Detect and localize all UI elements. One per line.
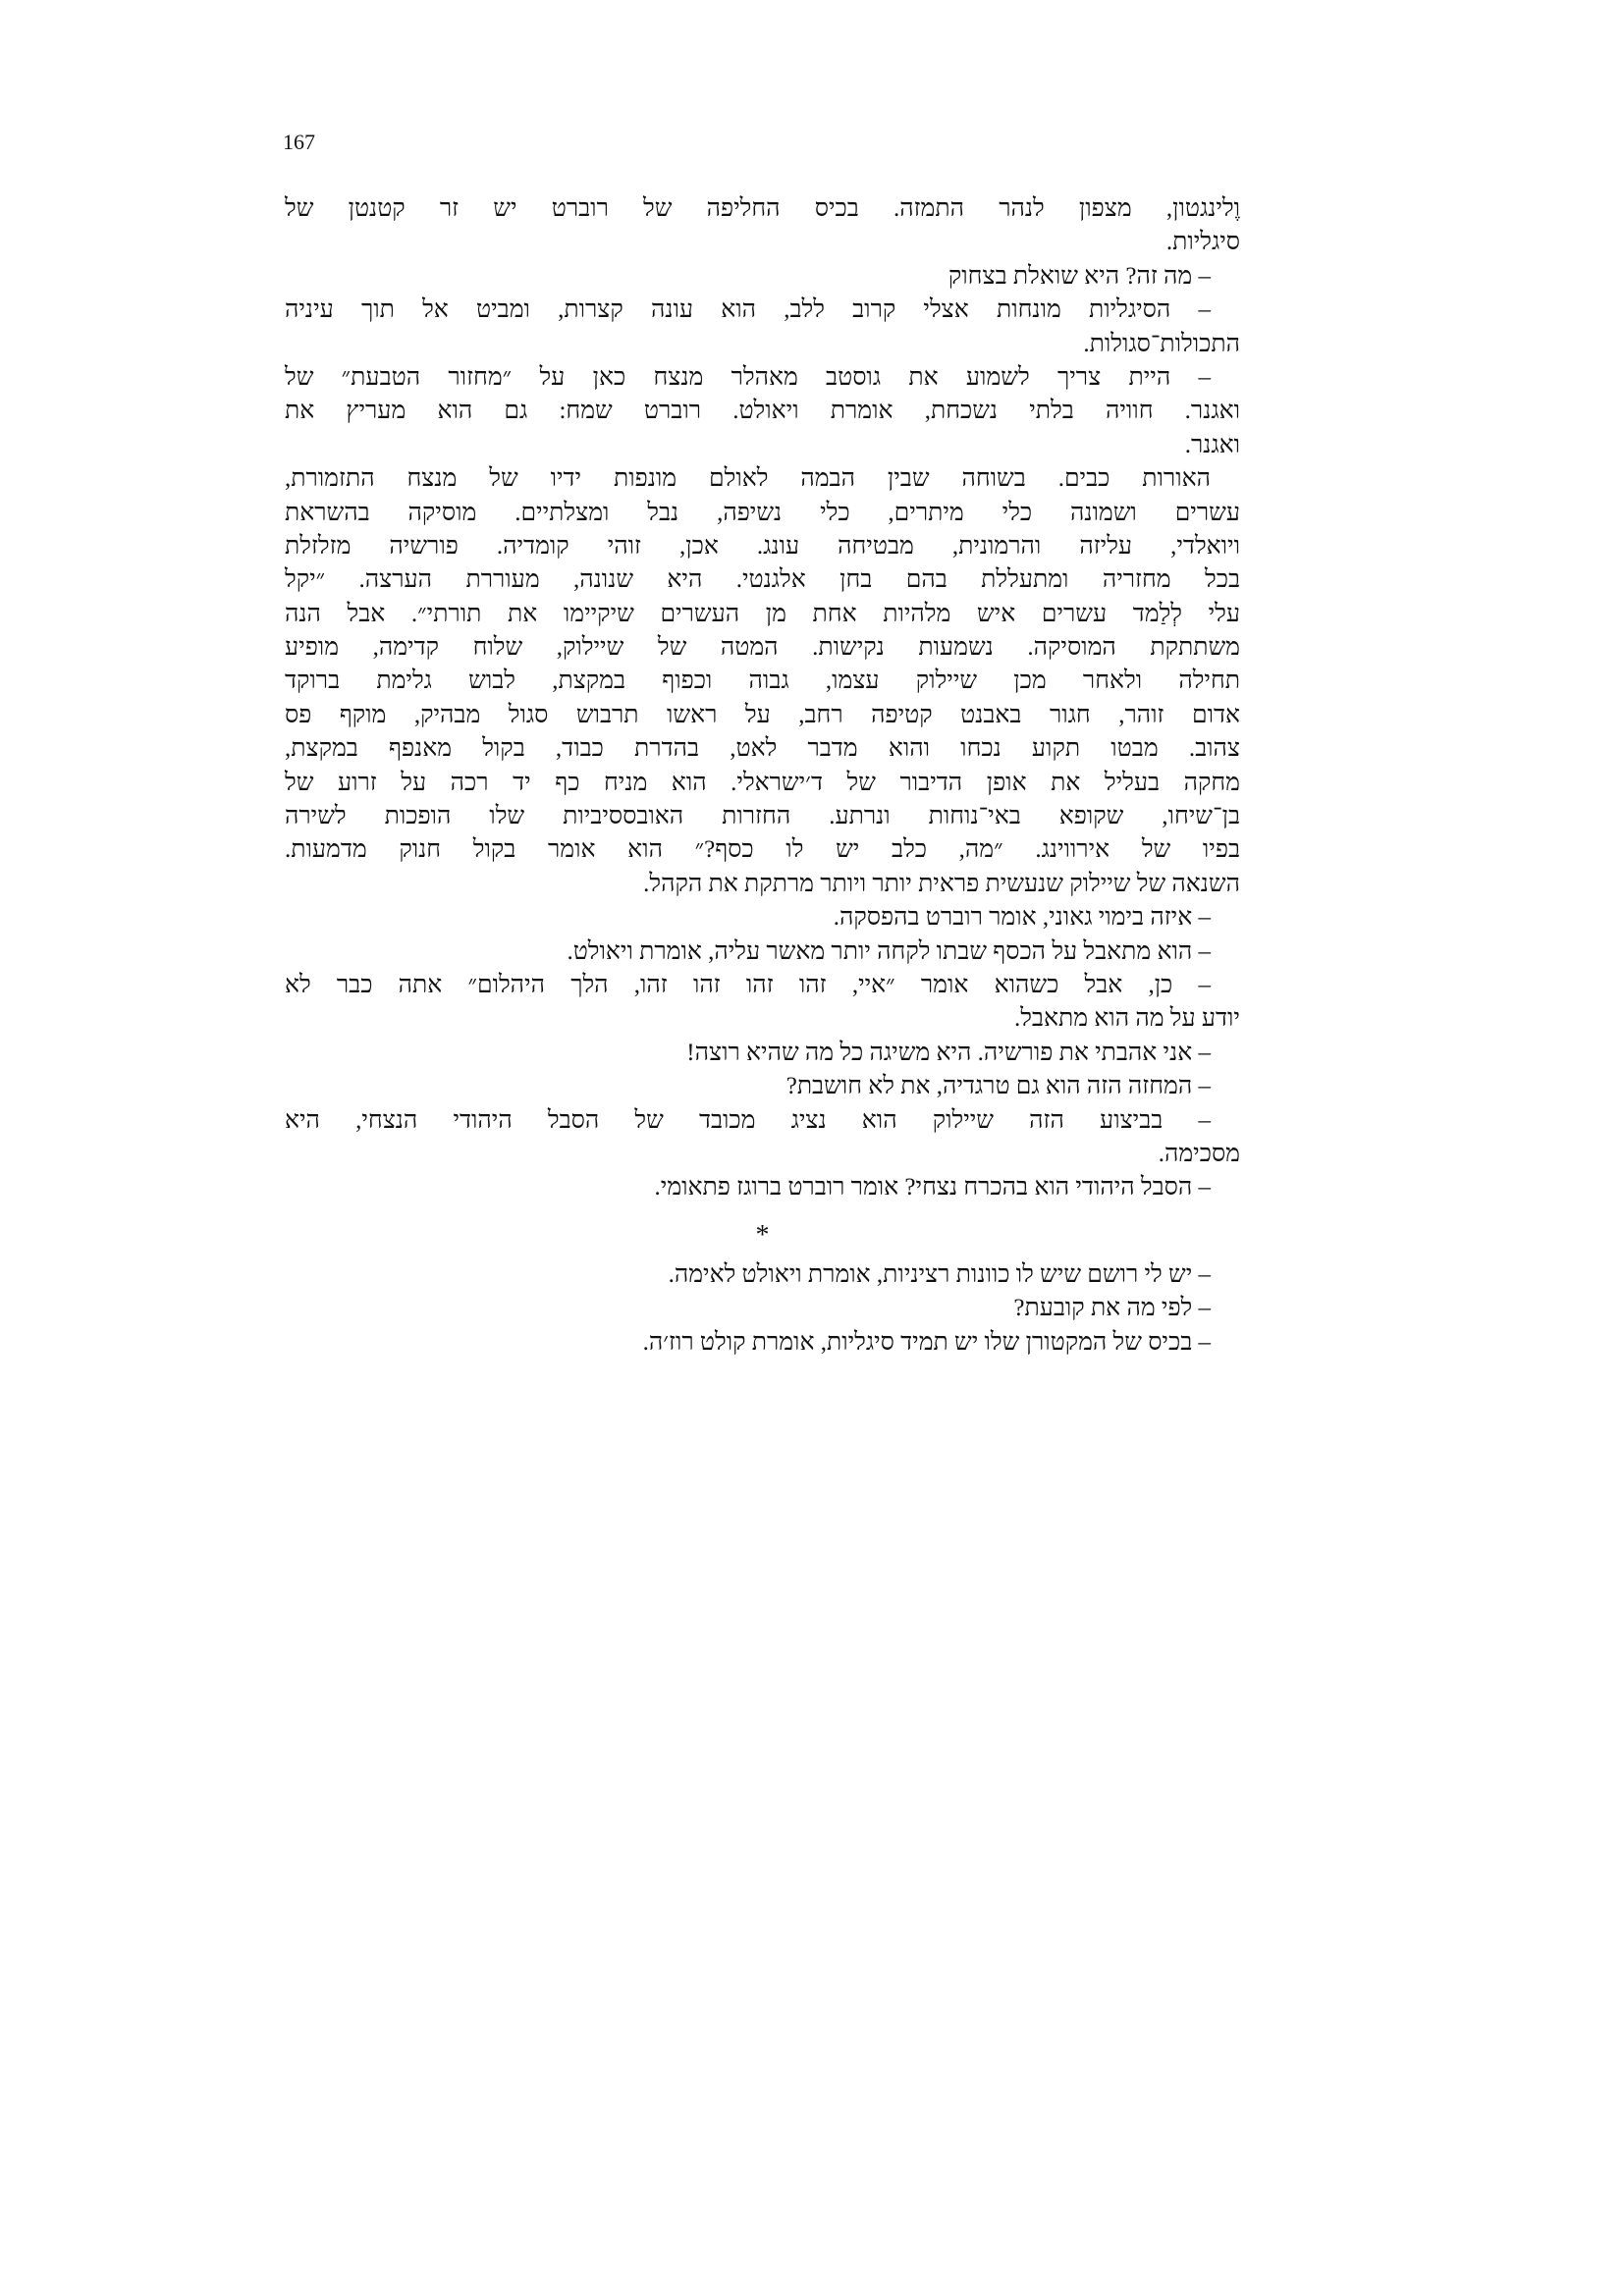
page-number: 167 bbox=[283, 130, 315, 154]
dialogue-line: – הסיגליות מונחות אצלי קרוב ללב, הוא עונה קצרות, ומביט אל תוך עיניה bbox=[285, 296, 1211, 324]
text-line: ואגנר. bbox=[1184, 431, 1240, 458]
dialogue-line: – המחזה הזה הוא גם טרגדיה, את לא חושבת? bbox=[785, 1073, 1211, 1100]
text-line: עשרים ושמונה כלי מיתרים, כלי נשיפה, נבל ומצלתיים. מוסיקה בהשראת bbox=[285, 499, 1240, 526]
dialogue-line: – אני אהבתי את פורשיה. היא משיגה כל מה שהיא רוצה! bbox=[686, 1039, 1211, 1066]
text-line: תחילה ולאחר מכן שיילוק עצמו, גבוה וכפוף במקצת, לבוש גלימת ברוקד bbox=[285, 667, 1240, 695]
text-line: מחקה בעליל את אופן הדיבור של ד׳ישראלי. הוא מניח כף יד רכה על זרוע של bbox=[285, 769, 1240, 796]
section-separator: * bbox=[755, 1219, 770, 1251]
text-line: מסכימה. bbox=[1158, 1140, 1240, 1167]
text-line: יודע על מה הוא מתאבל. bbox=[1013, 1005, 1240, 1033]
dialogue-line: – כן, אבל כשהוא אומר ״איי, זהו זהו זהו זהו, הלך היהלום״ אתה כבר לא bbox=[285, 971, 1211, 998]
text-line: וֶלינגטון, מצפון לנהר התמזה. בכיס החליפה של רוברט יש זר קטנטן של bbox=[285, 195, 1240, 222]
dialogue-line: – הוא מתאבל על הכסף שבתו לקחה יותר מאשר עליה, אומרת ויאולט. bbox=[567, 937, 1211, 965]
dialogue-line: – בכיס של המקטורן שלו יש תמיד סיגליות, אומרת קולט רוז׳ה. bbox=[642, 1328, 1211, 1356]
dialogue-line: – איזה בימוי גאוני, אומר רוברט בהפסקה. bbox=[833, 904, 1211, 932]
text-line: השנאה של שיילוק שנעשית פראית יותר ויותר מרתקת את הקהל. bbox=[643, 870, 1240, 897]
text-line: משתתקת המוסיקה. נשמעות נקישות. המטה של שיילוק, שלוח קדימה, מופיע bbox=[285, 634, 1240, 662]
dialogue-line: – היית צריך לשמוע את גוסטב מאהלר מנצח כאן על ״מחזור הטבעת״ של bbox=[285, 363, 1211, 391]
text-line: בכל מחזריה ומתעללת בהם בחן אלגנטי. היא שנונה, מעוררת הערצה. ״יקל bbox=[285, 566, 1240, 594]
dialogue-line: – הסבל היהודי הוא בהכרח נצחי? אומר רוברט ברוגז פתאומי. bbox=[654, 1174, 1211, 1201]
text-line: ואגנר. חוויה בלתי נשכחת, אומרת ויאולט. רוברט שמח: גם הוא מעריץ את bbox=[285, 398, 1240, 425]
text-line: צהוב. מבטו תקוע נכחו והוא מדבר לאט, בהדרת כבוד, בקול מאנפף במקצת, bbox=[285, 735, 1240, 763]
text-line: ויואלדי, עליזה והרמונית, מבטיחה עונג. אכן, זוהי קומדיה. פורשיה מזלזלת bbox=[285, 532, 1240, 560]
text-line: סיגליות. bbox=[1165, 229, 1240, 256]
text-line: התכולות־סגולות. bbox=[1083, 330, 1240, 357]
text-line: אדום זוהר, חגור באבנט קטיפה רחב, על ראשו תרבוש סגול מבהיק, מוקף פס bbox=[285, 701, 1240, 728]
dialogue-line: – בביצוע הזה שיילוק הוא נציג מכובד של הסבל היהודי הנצחי, היא bbox=[285, 1106, 1211, 1134]
text-line: בפיו של אירווינג. ״מה, כלב יש לו כסף?״ הוא אומר בקול חנוק מדמעות. bbox=[285, 836, 1240, 864]
dialogue-line: – מה זה? היא שואלת בצחוק bbox=[947, 262, 1211, 290]
dialogue-line: – לפי מה את קובעת? bbox=[1013, 1295, 1211, 1322]
text-line: בן־שיחו, שקופא באי־נוחות ונרתע. החזרות האובססיביות שלו הופכות לשירה bbox=[285, 803, 1240, 830]
text-line: עלי לְלַמד עשרים איש מלהיות אחת מן העשרים שיקיימו את תורתי״. אבל הנה bbox=[285, 600, 1240, 627]
text-line: האורות כבים. בשוחה שבין הבמה לאולם מונפות ידיו של מנצח התזמורת, bbox=[285, 465, 1211, 493]
dialogue-line: – יש לי רושם שיש לו כוונות רציניות, אומרת ויאולט לאימה. bbox=[668, 1260, 1211, 1288]
body-text bbox=[285, 192, 1240, 1360]
